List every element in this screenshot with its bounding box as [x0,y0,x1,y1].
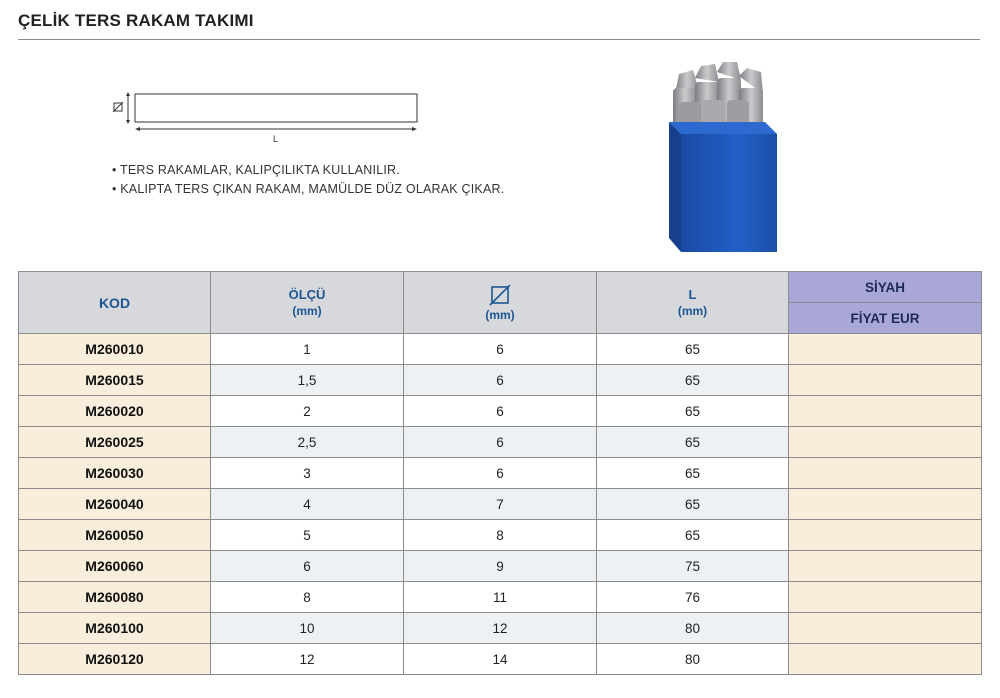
olcu-cell: 10 [211,613,404,644]
square-cell: 6 [404,365,597,396]
olcu-cell: 1 [211,334,404,365]
title-divider [18,39,980,40]
dimension-diagram [110,86,430,146]
length-cell: 65 [597,458,789,489]
square-cell: 12 [404,613,597,644]
col-header-olcu [211,272,404,334]
feature-item: • TERS RAKAMLAR, KALIPÇILIKTA KULLANILIR. [112,161,504,180]
square-cell: 6 [404,427,597,458]
price-cell [789,551,982,582]
price-cell [789,613,982,644]
price-cell [789,334,982,365]
square-cell: 6 [404,458,597,489]
price-cell [789,489,982,520]
length-unit: (mm) [677,304,708,318]
price-cell [789,644,982,675]
table-row [19,334,982,365]
length-cell: 76 [597,582,789,613]
table-row [19,613,982,644]
length-label: L [273,134,279,144]
olcu-cell: 5 [211,520,404,551]
olcu-cell: 2,5 [211,427,404,458]
kod-cell: M260010 [19,334,211,365]
blue-case [669,122,777,252]
square-cell: 14 [404,644,597,675]
price-cell [789,458,982,489]
price-cell [789,427,982,458]
col-header-fiyat: FİYAT EUR [789,303,982,334]
kod-label: KOD [98,294,131,311]
square-cell: 8 [404,520,597,551]
kod-cell: M260030 [19,458,211,489]
feature-item: • KALIPTA TERS ÇIKAN RAKAM, MAMÜLDE DÜZ OLARAK ÇIKAR. [112,180,504,199]
kod-cell: M260025 [19,427,211,458]
kod-cell: M260020 [19,396,211,427]
kod-cell: M260040 [19,489,211,520]
table-row [19,427,982,458]
price-cell [789,582,982,613]
kod-cell: M260080 [19,582,211,613]
kod-cell: M260050 [19,520,211,551]
olcu-cell: 3 [211,458,404,489]
olcu-cell: 6 [211,551,404,582]
punch-set-image [665,60,781,254]
square-cell: 11 [404,582,597,613]
square-cell: 9 [404,551,597,582]
length-cell: 80 [597,613,789,644]
length-cell: 65 [597,427,789,458]
col-header-length [597,272,789,334]
table-row [19,582,982,613]
table-row [19,644,982,675]
feature-list [112,161,504,199]
col-header-square [404,272,597,334]
olcu-cell: 4 [211,489,404,520]
length-cell: 65 [597,396,789,427]
length-cell: 75 [597,551,789,582]
length-cell: 65 [597,365,789,396]
dimension-drawing [110,86,430,146]
kod-cell: M260060 [19,551,211,582]
kod-cell: M260100 [19,613,211,644]
length-cell: 80 [597,644,789,675]
olcu-cell: 12 [211,644,404,675]
col-header-siyah: SİYAH [789,272,982,303]
olcu-cell: 8 [211,582,404,613]
product-table [18,271,982,675]
table-row [19,458,982,489]
square-cell: 6 [404,396,597,427]
kod-cell: M260015 [19,365,211,396]
square-diameter-icon [489,284,511,306]
price-cell [789,365,982,396]
square-diameter-icon [113,102,123,112]
col-header-kod [19,272,211,334]
olcu-cell: 1,5 [211,365,404,396]
price-cell [789,520,982,551]
table-row [19,551,982,582]
olcu-label: ÖLÇÜ [288,287,326,302]
kod-cell: M260120 [19,644,211,675]
table-row [19,520,982,551]
square-unit: (mm) [485,307,515,322]
price-cell [789,396,982,427]
olcu-unit: (mm) [292,304,322,318]
length-cell: 65 [597,334,789,365]
table-row [19,365,982,396]
page-title: ÇELİK TERS RAKAM TAKIMI [18,11,254,30]
square-cell: 6 [404,334,597,365]
length-cell: 65 [597,489,789,520]
olcu-cell: 2 [211,396,404,427]
length-label: L [688,287,697,302]
table-row [19,489,982,520]
length-cell: 65 [597,520,789,551]
table-row [19,396,982,427]
square-cell: 7 [404,489,597,520]
